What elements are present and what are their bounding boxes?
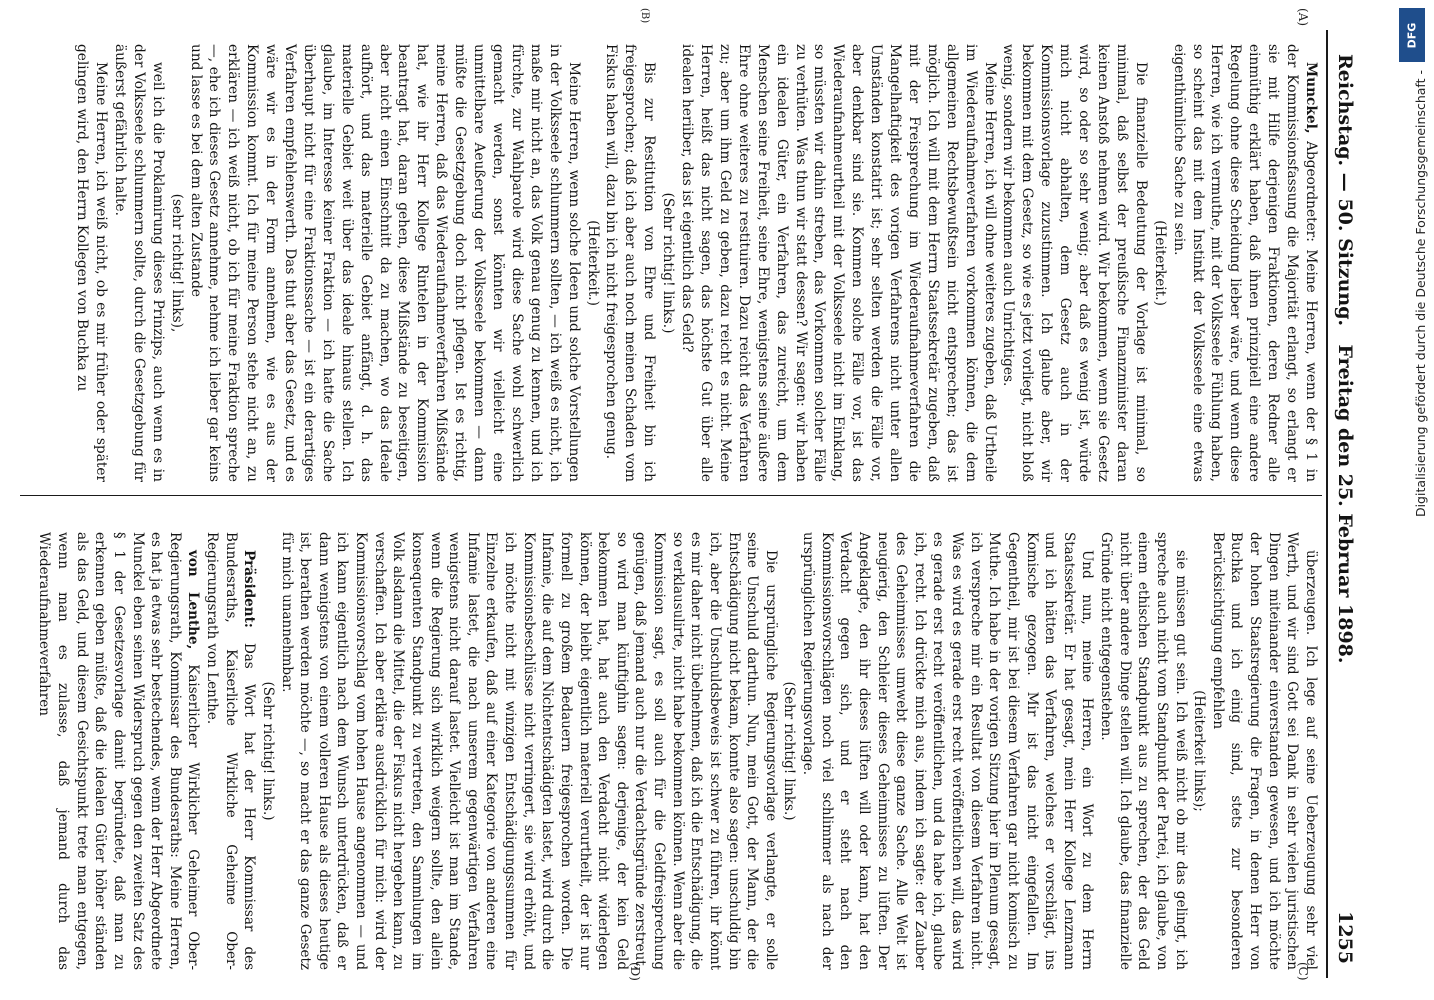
header-session: Reichstag. — 50. Sitzung. (1334, 54, 1356, 327)
page-number: 1255 (1334, 911, 1356, 964)
paragraph-text: überzeugen. Ich lege auf seine Ueberzeugung sehr viel Werth, und wir sind Gott sei Dank in sehr vielen juristischen Dingen miteinander einverstanden gewesen, und ich möchte der hohen Staatsregierung die Fragen, in denen Herr von Buchka und ich einig sind, stets zur besonderen Berücksichtigung empfehlen (1209, 532, 1319, 970)
stage-direction: (Heiterkeit.) (1151, 220, 1168, 306)
column-divider (20, 495, 1322, 496)
digitization-credit: Digitalisierung gefördert durch die Deutsche Forschungsgemeinschaft - (1413, 70, 1428, 518)
stage-direction: (Heiterkeit.) (584, 220, 601, 306)
paragraph (1169, 44, 1320, 482)
header-date: Freitag den 25. Februar 1898. (1334, 344, 1356, 664)
paragraph-text: Kaiserlicher Wirklicher Geheimer Ober-Regierungsrath, Kommissar des Bundesraths: Meine Herren, es hat ja etwas sehr bestechendes, wenn der Herr Abgeordnete Munckel eben seinen Widerspruch gegen den zweiten Satz des § 1 der Gesetzesvorlage damit begründete, daß man zu erkennen geben müßte, daß die idealen Güter höher ständen als das Geld, und diesem Gesichtspunkt trete man entgegen, wenn man es zulasse, daß jemand durch das Wiederaufnahmeverfahren (36, 532, 202, 971)
digitization-sidebar (1388, 0, 1434, 1000)
speaker-name: Präsident: (241, 550, 258, 628)
paragraph-text: Meine Herren, ich weiß nicht, ob es mir früher oder später gelingen wird, den Herrn Kollegen von Buchka zu (74, 44, 109, 482)
paragraph (799, 532, 1097, 970)
paragraph (110, 44, 167, 482)
paragraph-text: weil ich die Proklamirung dieses Prinzips, auch wenn es in der Volksseele schlummern sollte, durch die Gesetzgebung für äußerst gefährlich halte. (111, 44, 166, 482)
paragraph (72, 44, 110, 482)
paragraph-text: Bis zur Restitution von Ehre und Freiheit bin ich freigesprochen; daß ich aber auch noch meinen Schaden vom Fiskus haben will, dazu bin ich nicht freigesprochen genug. (603, 44, 658, 482)
stage-direction: (Sehr richtig! links.) (260, 681, 276, 821)
page-header (1326, 30, 1362, 978)
margin-mark-a: (A) (1296, 8, 1310, 27)
stage-direction: (Sehr richtig! links.) (660, 192, 677, 334)
paragraph (35, 532, 203, 970)
paragraph-text: Das Wort hat der Herr Kommissar des Bundesraths, Kaiserliche Wirkliche Geheime Ober-Regierungsrath von Lenthe. (204, 532, 258, 971)
paragraph (677, 44, 998, 482)
stage-direction: (Sehr richtig! links.) (781, 681, 798, 821)
paragraph-text: Meine Herren, ich will ohne weiteres zugeben, daß Urtheile im Wiederaufnahmeverfahren vorkommen können, die dem allgemeinen Rechtsbewußtsein nicht entsprechen; das ist möglich. Ich will mit dem Herrn Staatssekretär zugeben, daß mit der Freisprechung im Wiederaufnahmeverfahren die Mangelhaftigkeit des vorigen Verfahrens nicht unter allen Umständen konstatirt ist; sehr selten werden die Fälle vor, aber denkbar sind sie. Kommen solche Fälle vor, ist das Wiederaufnahmeurtheil mit der Volksseele nicht im Einklang, so müssten wir dahin streben, das Vorkommen solcher Fälle zu verhüten. Was thun wir statt dessen? Wir sagen: wir haben ein idealen Güter, ein Verfahren, das zureicht, um dem Menschen seine Freiheit, seine Ehre, wenigstens seine äußere Ehre ohne weiteres zu restituiren. Dazu reicht das Verfahren zu; aber um ihm Geld zu geben, dazu reicht es nicht. Meine Herren, heißt das nicht sagen, das höchste Gut über alle idealen heriiber, das ist eigentlich das Geld? (679, 44, 998, 482)
paragraph-text: Meine Herren, wenn solche Ideen und solche Vorstellungen in der Volksseele schlummern sollten, — ich weiß es nicht, ich maße mir nicht an, das Volk genau genug zu kennen, und ich fürchte, zur Wahlparole wird diese Sache wohl schwerlich gemacht werden, sonst könnten wir vielleicht eine unmittelbare Aeußerung der Volksseele bekommen — dann müßte die Gesetzgebung doch nicht pflegen. Ist es richtig, meine Herren, daß das Wiederaufnahmeverfahren Mißstände hat, wie ihr Herr Kollege Rintelen in der Kommission beantragt hat, daran gehen, diese Mißstände zu beseitigen, aber nicht einen Einschnitt da zu machen, wo das Ideale aufhört, und das materielle Gebiet anfängt, d. h. das materielle Gebiet weit über das ideale hinaus stellen. Ich glaube, im Interesse keiner Fraktion — ich hatte die Sache überhaupt nicht für eine Fraktionssache — ist ein derartiges Verfahren empfehlenswerth. Das thut aber das Gesetz, und es wäre wir es in der Form annehmen, wie es aus der Kommission kommt. Ich für meine Person stehe nicht an, zu erklären — ich weiß nicht, ob ich für meine Fraktion spreche —, ehe ich dieses Gesetz annehme, nehme ich lieber gar keins und lasse es bei dem alten Zustande (187, 44, 582, 482)
paragraph (999, 44, 1150, 482)
paragraph (277, 532, 780, 970)
paragraph-text: Die finanzielle Bedeutung der Vorlage ist minimal, so minimal, daß selbst der preußische Finanzminister daran keinen Anstoß nehmen wird. Wir bekommen, wenn sie Gesetz wird, so oder so sehr wenig; aber daß es wenig ist, würde mich nicht abhalten, dem Gesetz auch in der Kommissionsvorlage zuzustimmen. Ich glaube aber, wir bekommen mit dem Gesetz, so wie es jetzt vorliegt, nicht bloß wenig, sondern wir bekommen auch Unrichtiges. (1000, 44, 1149, 482)
left-column (72, 44, 1320, 482)
dfg-logo[interactable] (1399, 8, 1425, 62)
margin-mark-b: (B) (639, 8, 650, 24)
paragraph-text: Die ursprüngliche Regierungsvorlage verlangte, er solle seine Unschuld darthun. Nun, mein Gott, der Mann, der die Entschädigung nicht bekam, konnte also sagen: unschuldig bin ich, aber die Unschuldsbeweis ist schwer zu führen, ihr könnt es mir daher nicht übelnehmen, daß ich die Entschädigung, die so verklausulirte, nicht habe bekommen können. Wenn aber die Kommission sagt, es soll auch für die Geldfreisprechung genügen, daß jemand auch nur die Verdachtsgründe zerstreut, so wird man künftighin sagen: derjenige, der kein Geld bekommen hat, hat auch den Verdacht nicht widerlegen können, der bleibt eigentlich materiell verurtheilt, der ist nur formell zu großem Bedauern freigesprochen worden. Die Infamie, die auf dem Nichtentschädigten lastet, wird durch die Kommissionsbeschlüsse nicht verringert, sie wird erhöht, und ich möchte nicht mit winzigen Entschädigungssummen für Einzelne erkaufen, daß auf einer Kategorie von anderen eine Infamie lastet, die nach unserem gegenwärtigen Verfahren wenigstens nicht darauf lastet. Vielleicht ist man im Stande, wenn die Regierung sich wirklich weigern sollte, den allein konsequenten Standpunkt zu vertreten, den Sammlungen im Volk alsdann die Mittel, die der Fiskus nicht hergeben kann, zu verschaffen. Ich aber erkläre ausdrücklich für mich: wird der Kommissionsvorschlag vom hohen Hause angenommen — und ich kann eigentlich nach dem Wunsch unterdrücken, daß er dann wenigstens von einem volleren Hause als dieses heutige ist, berathen werden möchte —, so macht er das ganze Gesetz für mich unannehmbar. (278, 532, 779, 970)
right-column (35, 532, 1320, 970)
paragraph (1208, 532, 1320, 970)
stage-direction: (Heiterkeit links); (1191, 690, 1208, 812)
speaker-name: von Lenthe, (185, 550, 202, 650)
paragraph-text: Und nun, meine Herren, ein Wort zu dem Herrn Staatssekretär. Er hat gesagt, mein Herr Kollege Lenzmann und ich hätten das Verfahren, welches er vorschlägt, ins Komische gezogen. Mir ist das nicht eingefallen. Im Gegentheil, mir ist bei diesem Verfahren gar nicht komisch zu Muthe. Ich habe in der vorigen Sitzung hier im Plenum gesagt, ich verspreche mir ein Resultat von diesem Verfahren nicht. Was es wird es gerade erst recht veröffentlichen will, das wird es gerade erst recht veröffentlichen, und da habe ich, glaube ich, recht. Ich drückte mich aus, indem ich sagte: der Zauber des Geheimnisses umwebt diese ganze Sache. Alle Welt ist neugierig, den Schleier dieses Geheimnisses zu lüften. Der Angeklagte, den ihr dieses lüften will oder kann, hat den Verdacht gegen sich, und er steht nach den Kommissionsvorschlägen noch viel schlimmer als nach der ursprünglichen Regierungsvorlage. (800, 532, 1096, 970)
margin-mark-c: (C) (1296, 962, 1310, 981)
paragraph (186, 44, 583, 482)
paragraph-text: sie müssen gut sein. Ich weiß nicht ob mir das gelingt, ich spreche auch nicht vom Standpunkt der Partei, ich glaube, von einem ethischen Standpunkt aus zu sprechen, der das Geld nicht über andere Dinge stellen will. Ich glaube, das finanzielle Gründe nicht entgegenstehen. (1098, 532, 1189, 970)
paragraph-text: Abgeordneter: Meine Herren, wenn der § 1 in der Kommissionsfassung die Majorität erlangt, so erlangt er sie mit Hilfe derjenigen Fraktionen, deren Redner alle einmüthig erklärt haben, daß ihnen prinzipiell eine andere Regelung ohne diese Scheidung lieber wäre, und wenn diese Herren, wie ich vermuthe, mit der Volksseele Fühlung haben, so scheint das mit dem Instinkt der Volksseele eine etwas eigenthümliche Sache zu sein. (1170, 44, 1319, 482)
paragraph (203, 532, 259, 970)
paragraph (1097, 532, 1190, 970)
paragraph (602, 44, 659, 482)
speaker-name: Munckel, (1303, 62, 1319, 134)
dfg-logo-text: DFG (1405, 22, 1419, 48)
margin-mark-d: (D) (628, 962, 642, 981)
stage-direction: (sehr richtig! links), (168, 193, 185, 333)
